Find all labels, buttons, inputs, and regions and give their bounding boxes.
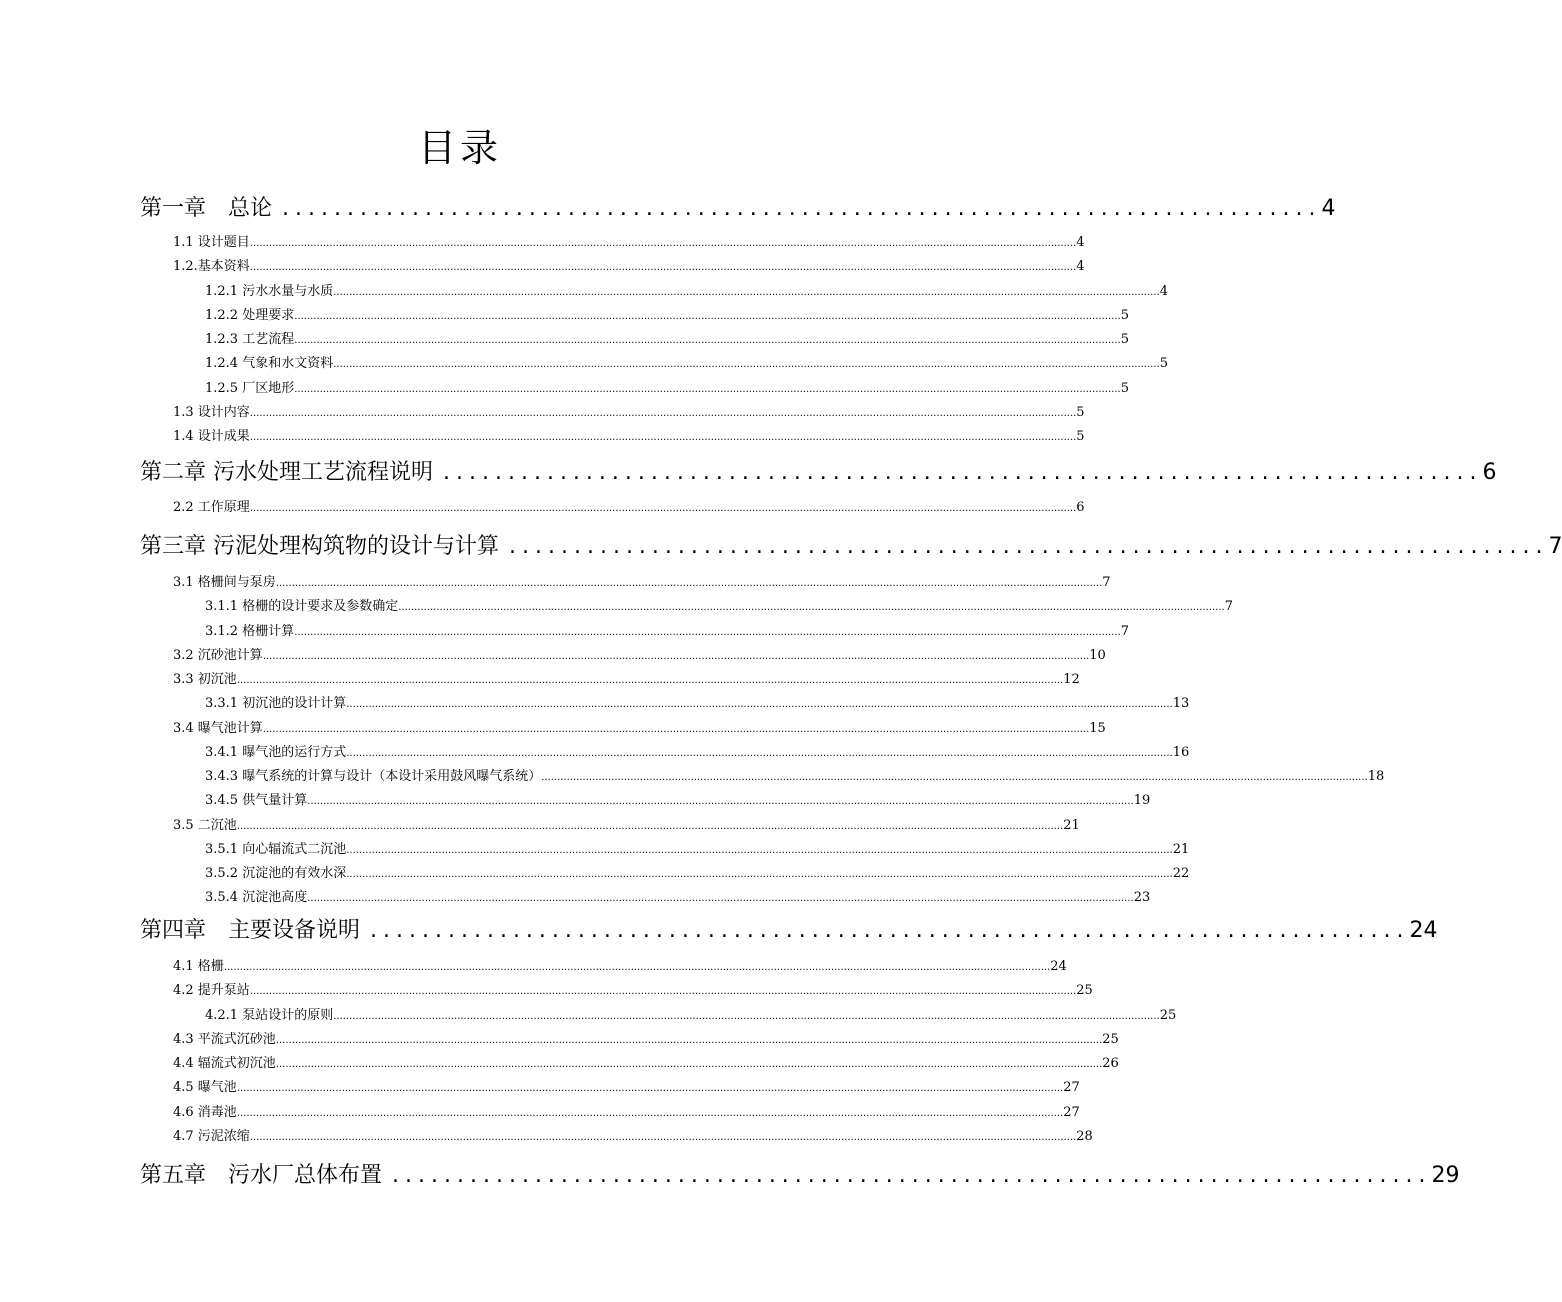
dot-leader: ................................................................................ <box>509 534 1549 559</box>
toc-page-number: 5 <box>1120 381 1129 396</box>
dot-leader: .................................................................................................................................................................................................................................................................... <box>236 675 1064 686</box>
dot-leader: .................................................................................................................................................................................................................................................................... <box>541 772 1368 783</box>
toc-section-entry[interactable] <box>173 1126 1093 1148</box>
toc-section-entry[interactable] <box>205 693 1190 715</box>
toc-section-entry[interactable] <box>205 281 1168 303</box>
toc-entry-label: 4.4 辐流式初沉池 <box>173 1056 276 1071</box>
toc-section-entry[interactable] <box>173 669 1080 691</box>
toc-page-number: 10 <box>1089 648 1106 663</box>
toc-section-entry[interactable] <box>173 426 1085 448</box>
toc-page-number: 4 <box>1076 259 1085 274</box>
toc-page-number: 12 <box>1063 672 1080 687</box>
toc-page-number: 25 <box>1102 1032 1119 1047</box>
toc-entry-label: 4.1 格栅 <box>173 959 224 974</box>
toc-page-number: 7 <box>1548 534 1562 559</box>
dot-leader: ................................................................................ <box>392 1163 1432 1188</box>
toc-section-entry[interactable] <box>205 329 1129 351</box>
dot-leader: .................................................................................................................................................................................................................................................................... <box>346 699 1173 710</box>
toc-section-entry[interactable] <box>205 596 1233 618</box>
toc-entry-label: 1.2.1 污水水量与水质 <box>205 284 334 299</box>
dot-leader: .................................................................................................................................................................................................................................................................... <box>275 578 1103 589</box>
dot-leader: ................................................................................ <box>443 460 1483 485</box>
toc-section-entry[interactable] <box>173 1053 1119 1075</box>
toc-entry-label: 3.5.1 向心辐流式二沉池 <box>205 842 347 857</box>
toc-entry-label: 3.1.1 格栅的设计要求及参数确定 <box>205 599 399 614</box>
toc-page-number: 24 <box>1050 959 1067 974</box>
toc-page-number: 7 <box>1102 575 1111 590</box>
toc-section-entry[interactable] <box>173 497 1085 519</box>
dot-leader: .................................................................................................................................................................................................................................................................... <box>249 262 1077 273</box>
toc-page-number: 6 <box>1482 460 1497 485</box>
toc-page-number: 26 <box>1102 1056 1119 1071</box>
dot-leader: .................................................................................................................................................................................................................................................................... <box>333 359 1160 370</box>
toc-page-number: 15 <box>1089 721 1106 736</box>
toc-section-entry[interactable] <box>205 839 1190 861</box>
toc-section-entry[interactable] <box>173 1102 1080 1124</box>
dot-leader: .................................................................................................................................................................................................................................................................... <box>294 627 1121 638</box>
toc-page-number: 24 <box>1409 918 1438 943</box>
dot-leader: .................................................................................................................................................................................................................................................................... <box>249 986 1077 997</box>
toc-chapter-entry[interactable] <box>140 914 1438 948</box>
toc-entry-label: 第一章 总论 <box>140 196 273 221</box>
toc-page-number: 5 <box>1120 308 1129 323</box>
toc-section-entry[interactable] <box>205 766 1385 788</box>
toc-page-number: 29 <box>1431 1163 1460 1188</box>
toc-section-entry[interactable] <box>205 863 1190 885</box>
toc-page-number: 5 <box>1159 356 1168 371</box>
toc-page-number: 4 <box>1076 235 1085 250</box>
toc-entry-label: 3.5.2 沉淀池的有效水深 <box>205 866 347 881</box>
toc-page-number: 5 <box>1076 405 1085 420</box>
toc-page-number: 5 <box>1076 429 1085 444</box>
toc-entry-label: 1.2.基本资料 <box>173 259 250 274</box>
toc-entry-label: 1.2.4 气象和水文资料 <box>205 356 334 371</box>
toc-page-number: 16 <box>1172 745 1190 760</box>
toc-page-number: 4 <box>1159 284 1168 299</box>
toc-page-number: 13 <box>1172 696 1190 711</box>
toc-section-entry[interactable] <box>173 718 1106 740</box>
toc-page-number: 25 <box>1159 1008 1177 1023</box>
toc-entry-label: 4.2.1 泵站设计的原则 <box>205 1008 334 1023</box>
dot-leader: .................................................................................................................................................................................................................................................................... <box>236 1108 1064 1119</box>
toc-entry-label: 1.2.5 厂区地形 <box>205 381 295 396</box>
toc-section-entry[interactable] <box>205 353 1168 375</box>
toc-section-entry[interactable] <box>173 980 1093 1002</box>
toc-page-number: 25 <box>1076 983 1093 998</box>
toc-page-number: 27 <box>1063 1105 1080 1120</box>
dot-leader: ................................................................................ <box>282 196 1322 221</box>
dot-leader: .................................................................................................................................................................................................................................................................... <box>275 1059 1103 1070</box>
toc-entry-label: 3.5 二沉池 <box>173 818 237 833</box>
toc-entry-label: 第五章 污水厂总体布置 <box>140 1163 383 1188</box>
toc-entry-label: 1.1 设计题目 <box>173 235 250 250</box>
dot-leader: .................................................................................................................................................................................................................................................................... <box>223 962 1051 973</box>
toc-chapter-entry[interactable] <box>140 530 1562 564</box>
dot-leader: .................................................................................................................................................................................................................................................................... <box>236 1083 1064 1094</box>
toc-page-number: 7 <box>1224 599 1233 614</box>
toc-entry-label: 3.3.1 初沉池的设计计算 <box>205 696 347 711</box>
toc-entry-label: 3.4.5 供气量计算 <box>205 793 308 808</box>
toc-section-entry[interactable] <box>173 232 1085 254</box>
toc-section-entry[interactable] <box>205 378 1129 400</box>
dot-leader: .................................................................................................................................................................................................................................................................... <box>249 1132 1077 1143</box>
toc-entry-label: 第四章 主要设备说明 <box>140 918 361 943</box>
toc-section-entry[interactable] <box>205 621 1129 643</box>
toc-entry-label: 3.5.4 沉淀池高度 <box>205 890 308 905</box>
toc-page-number: 7 <box>1120 624 1129 639</box>
toc-entry-label: 4.7 污泥浓缩 <box>173 1129 250 1144</box>
dot-leader: .................................................................................................................................................................................................................................................................... <box>294 311 1121 322</box>
toc-entry-label: 4.3 平流式沉砂池 <box>173 1032 276 1047</box>
toc-entry-label: 第三章 污泥处理构筑物的设计与计算 <box>140 534 499 559</box>
toc-entry-label: 1.2.2 处理要求 <box>205 308 295 323</box>
dot-leader: .................................................................................................................................................................................................................................................................... <box>307 796 1134 807</box>
toc-entry-label: 1.4 设计成果 <box>173 429 250 444</box>
toc-entry-label: 3.1.2 格栅计算 <box>205 624 295 639</box>
toc-page-number: 6 <box>1076 500 1085 515</box>
toc-page-number: 19 <box>1133 793 1151 808</box>
toc-entry-label: 第二章 污水处理工艺流程说明 <box>140 460 433 485</box>
dot-leader: .................................................................................................................................................................................................................................................................... <box>294 335 1121 346</box>
toc-section-entry[interactable] <box>173 256 1085 278</box>
toc-page-number: 22 <box>1172 866 1190 881</box>
toc-title: 目录 <box>417 126 502 170</box>
toc-section-entry[interactable] <box>205 790 1151 812</box>
dot-leader: .................................................................................................................................................................................................................................................................... <box>262 651 1090 662</box>
toc-entry-label: 4.2 提升泵站 <box>173 983 250 998</box>
toc-entry-label: 1.3 设计内容 <box>173 405 250 420</box>
toc-entry-label: 3.4.1 曝气池的运行方式 <box>205 745 347 760</box>
dot-leader: .................................................................................................................................................................................................................................................................... <box>236 821 1064 832</box>
toc-entry-label: 4.5 曝气池 <box>173 1080 237 1095</box>
dot-leader: .................................................................................................................................................................................................................................................................... <box>249 503 1077 514</box>
dot-leader: .................................................................................................................................................................................................................................................................... <box>249 408 1077 419</box>
toc-section-entry[interactable] <box>205 742 1190 764</box>
dot-leader: .................................................................................................................................................................................................................................................................... <box>249 432 1077 443</box>
dot-leader: .................................................................................................................................................................................................................................................................... <box>275 1035 1103 1046</box>
toc-section-entry[interactable] <box>173 956 1067 978</box>
toc-entry-label: 3.2 沉砂池计算 <box>173 648 263 663</box>
toc-page-number: 21 <box>1172 842 1190 857</box>
toc-entry-label: 4.6 消毒池 <box>173 1105 237 1120</box>
toc-page-number: 21 <box>1063 818 1080 833</box>
toc-entry-label: 3.3 初沉池 <box>173 672 237 687</box>
dot-leader: .................................................................................................................................................................................................................................................................... <box>262 724 1090 735</box>
dot-leader: ................................................................................ <box>370 918 1410 943</box>
toc-chapter-entry[interactable] <box>140 1159 1460 1193</box>
toc-entry-label: 3.1 格栅间与泵房 <box>173 575 276 590</box>
dot-leader: .................................................................................................................................................................................................................................................................... <box>346 845 1173 856</box>
toc-page-number: 18 <box>1367 769 1385 784</box>
toc-entry-label: 2.2 工作原理 <box>173 500 250 515</box>
toc-page-number: 23 <box>1133 890 1151 905</box>
toc-page-number: 28 <box>1076 1129 1093 1144</box>
toc-chapter-entry[interactable] <box>140 192 1336 226</box>
toc-section-entry[interactable] <box>173 402 1085 424</box>
dot-leader: .................................................................................................................................................................................................................................................................... <box>346 748 1173 759</box>
dot-leader: .................................................................................................................................................................................................................................................................... <box>346 869 1173 880</box>
dot-leader: .................................................................................................................................................................................................................................................................... <box>249 238 1077 249</box>
toc-section-entry[interactable] <box>173 815 1080 837</box>
toc-section-entry[interactable] <box>173 1029 1119 1051</box>
dot-leader: .................................................................................................................................................................................................................................................................... <box>307 893 1134 904</box>
toc-entry-label: 1.2.3 工艺流程 <box>205 332 295 347</box>
toc-section-entry[interactable] <box>173 572 1111 594</box>
toc-section-entry[interactable] <box>173 1077 1080 1099</box>
toc-section-entry[interactable] <box>173 645 1106 667</box>
toc-section-entry[interactable] <box>205 1005 1177 1027</box>
dot-leader: .................................................................................................................................................................................................................................................................... <box>398 602 1225 613</box>
toc-page-number: 4 <box>1321 196 1336 221</box>
toc-section-entry[interactable] <box>205 887 1151 909</box>
toc-section-entry[interactable] <box>205 305 1129 327</box>
toc-chapter-entry[interactable] <box>140 456 1497 490</box>
toc-entry-label: 3.4.3 曝气系统的计算与设计（本设计采用鼓风曝气系统） <box>205 769 542 784</box>
dot-leader: .................................................................................................................................................................................................................................................................... <box>333 287 1160 298</box>
dot-leader: .................................................................................................................................................................................................................................................................... <box>333 1011 1160 1022</box>
dot-leader: .................................................................................................................................................................................................................................................................... <box>294 384 1121 395</box>
toc-page-number: 5 <box>1120 332 1129 347</box>
toc-page-number: 27 <box>1063 1080 1080 1095</box>
toc-entry-label: 3.4 曝气池计算 <box>173 721 263 736</box>
